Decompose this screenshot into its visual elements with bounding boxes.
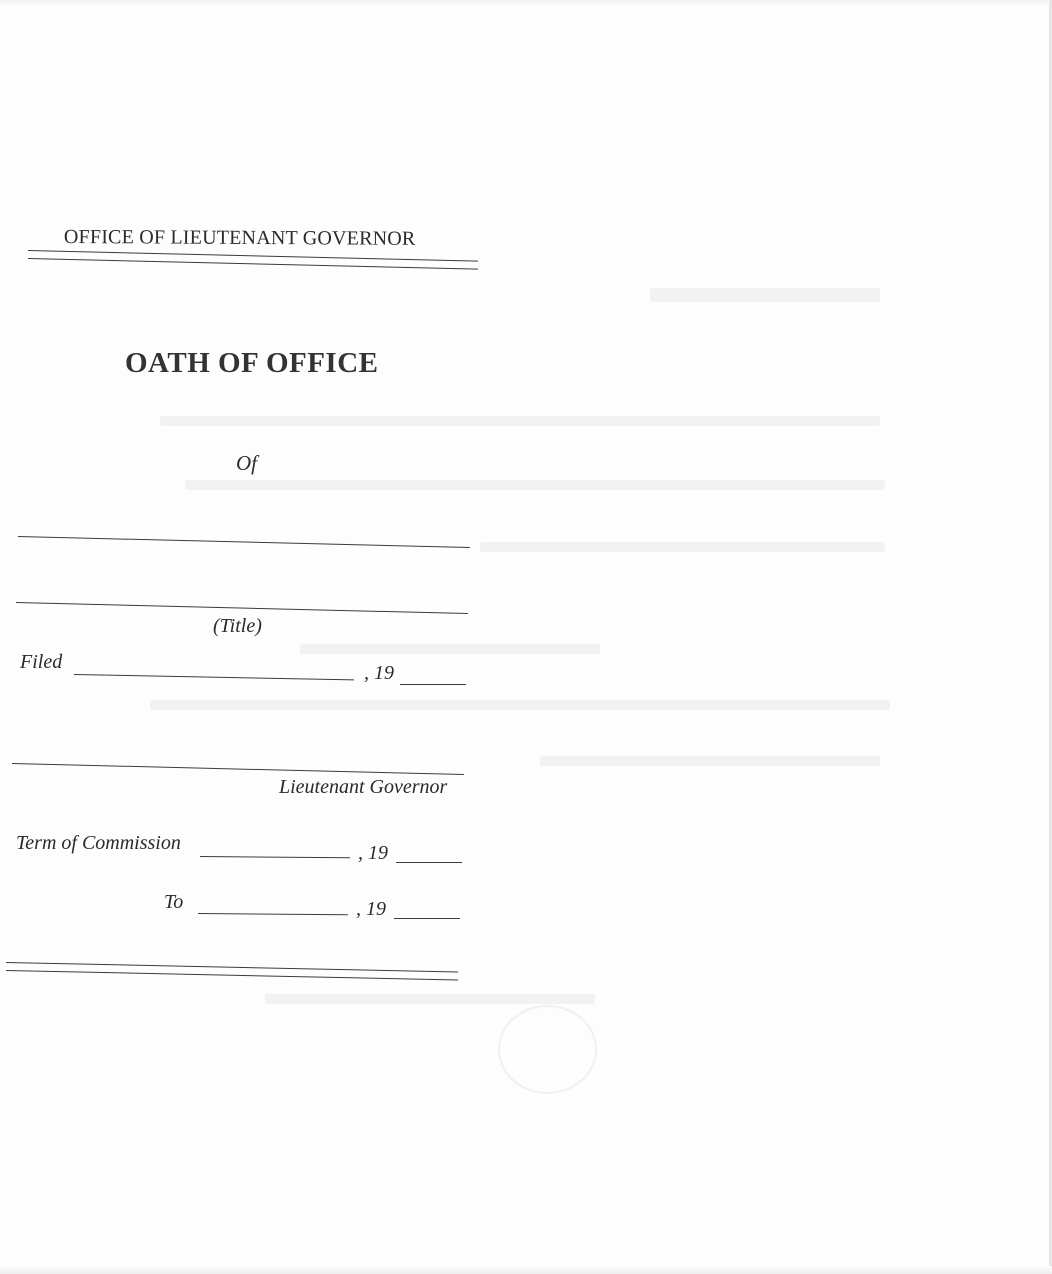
- filed-year-line: [400, 684, 466, 685]
- filed-label: Filed: [20, 651, 63, 673]
- term-label: Term of Commission: [16, 832, 181, 854]
- lt-governor-caption: Lieutenant Governor: [279, 776, 448, 798]
- to-year-line: [394, 918, 460, 919]
- filed-year-prefix: , 19: [364, 662, 394, 684]
- lt-governor-signature-line: [12, 763, 464, 775]
- of-label: Of: [236, 451, 257, 475]
- document-title: OATH OF OFFICE: [125, 347, 379, 379]
- name-line: [18, 536, 470, 548]
- title-line: [16, 602, 468, 614]
- title-caption: (Title): [213, 615, 262, 637]
- to-label: To: [164, 891, 184, 913]
- to-year-prefix: , 19: [356, 898, 386, 920]
- footer-rule-bottom: [6, 970, 458, 980]
- term-date-line: [200, 856, 350, 858]
- term-year-line: [396, 862, 462, 863]
- to-date-line: [198, 913, 348, 915]
- term-year-prefix: , 19: [358, 842, 388, 864]
- office-heading: OFFICE OF LIEUTENANT GOVERNOR: [63, 226, 416, 250]
- filed-date-line: [74, 674, 354, 680]
